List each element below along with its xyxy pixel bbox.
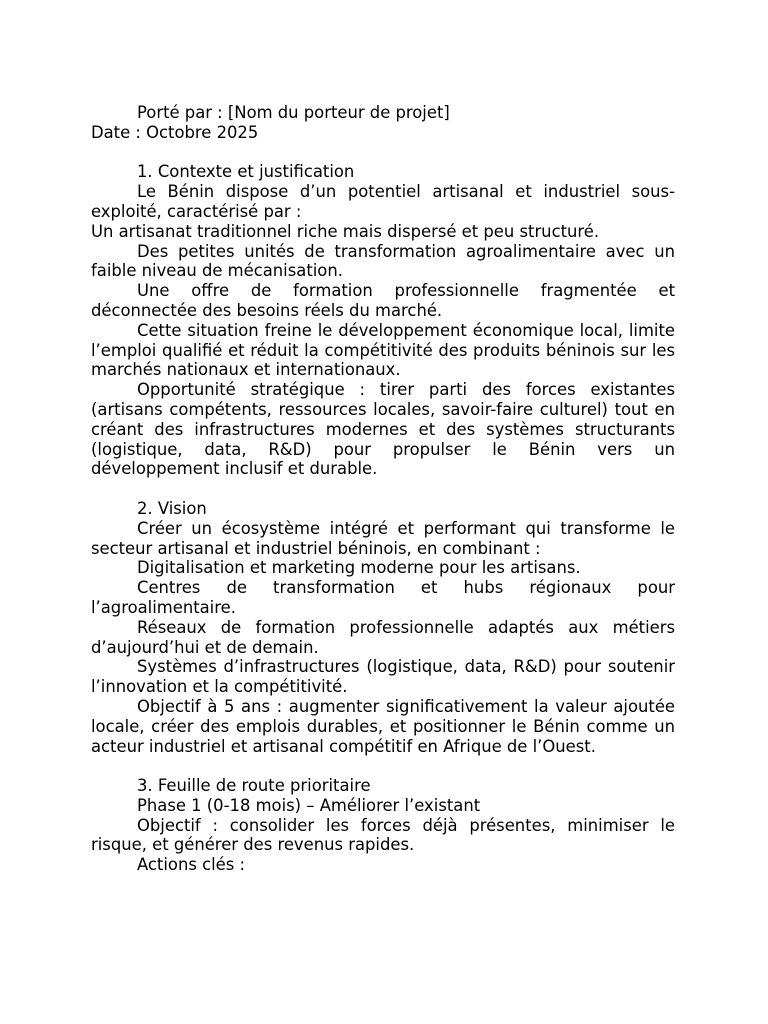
section-1-point-artisanat: Un artisanat traditionnel riche mais dispersé et peu structuré. <box>91 221 600 241</box>
section-3-objectif: Objectif : consolider les forces déjà présentes, minimiser le risque, et générer des revenus rapides. <box>91 815 675 855</box>
section-2-item-infrastructures: Systèmes d’infrastructures (logistique, data, R&D) pour soutenir l’innovation et la compétitivité. <box>91 657 675 697</box>
section-1-intro: Le Bénin dispose d’un potentiel artisanal et industriel sous-exploité, caractérisé par : <box>91 182 675 221</box>
section-2-intro: Créer un écosystème intégré et performant qui transforme le secteur artisanal et industriel béninois, en combinant : <box>91 518 675 558</box>
section-3-phase-1: Phase 1 (0-18 mois) – Améliorer l’existant <box>137 795 481 815</box>
date-line: Date : Octobre 2025 <box>91 122 259 142</box>
section-1-situation: Cette situation freine le développement économique local, limite l’emploi qualifié et réduit la compétitivité des produits béninois sur les marchés nationaux et internationaux. <box>91 320 675 380</box>
section-1-point-formation: Une offre de formation professionnelle fragmentée et déconnectée des besoins réels du marché. <box>91 281 675 320</box>
section-1-opportunite: Opportunité stratégique : tirer parti des forces existantes (artisans compétents, ressources locales, savoir-faire culturel) tout en créant des infrastructures modernes et des systèmes structurants (logistique, data, R&D) pour propulser le Bénin vers un développement inclusif et durable. <box>91 380 675 479</box>
blank-line <box>91 756 675 776</box>
section-1-point-agroalimentaire: Des petites unités de transformation agroalimentaire avec un faible niveau de mécanisation. <box>91 241 675 281</box>
section-2-item-reseaux: Réseaux de formation professionnelle adaptés aux métiers d’aujourd’hui et de demain. <box>91 617 675 657</box>
blank-line <box>91 479 675 499</box>
porte-par-line: Porté par : [Nom du porteur de projet] <box>137 103 450 122</box>
section-1-title: 1. Contexte et justification <box>137 162 355 182</box>
section-2-item-centres: Centres de transformation et hubs régionaux pour l’agroalimentaire. <box>91 578 675 617</box>
section-2-objectif: Objectif à 5 ans : augmenter significativement la valeur ajoutée locale, créer des emplois durables, et positionner le Bénin comme un acteur industriel et artisanal compétitif en Afrique de l’Ouest. <box>91 696 675 756</box>
section-2-title: 2. Vision <box>137 498 207 518</box>
section-3-title: 3. Feuille de route prioritaire <box>137 776 371 796</box>
section-3-actions: Actions clés : <box>137 855 246 875</box>
section-2-item-digitalisation: Digitalisation et marketing moderne pour les artisans. <box>137 558 581 578</box>
blank-line <box>91 143 675 163</box>
document-body <box>91 103 675 875</box>
